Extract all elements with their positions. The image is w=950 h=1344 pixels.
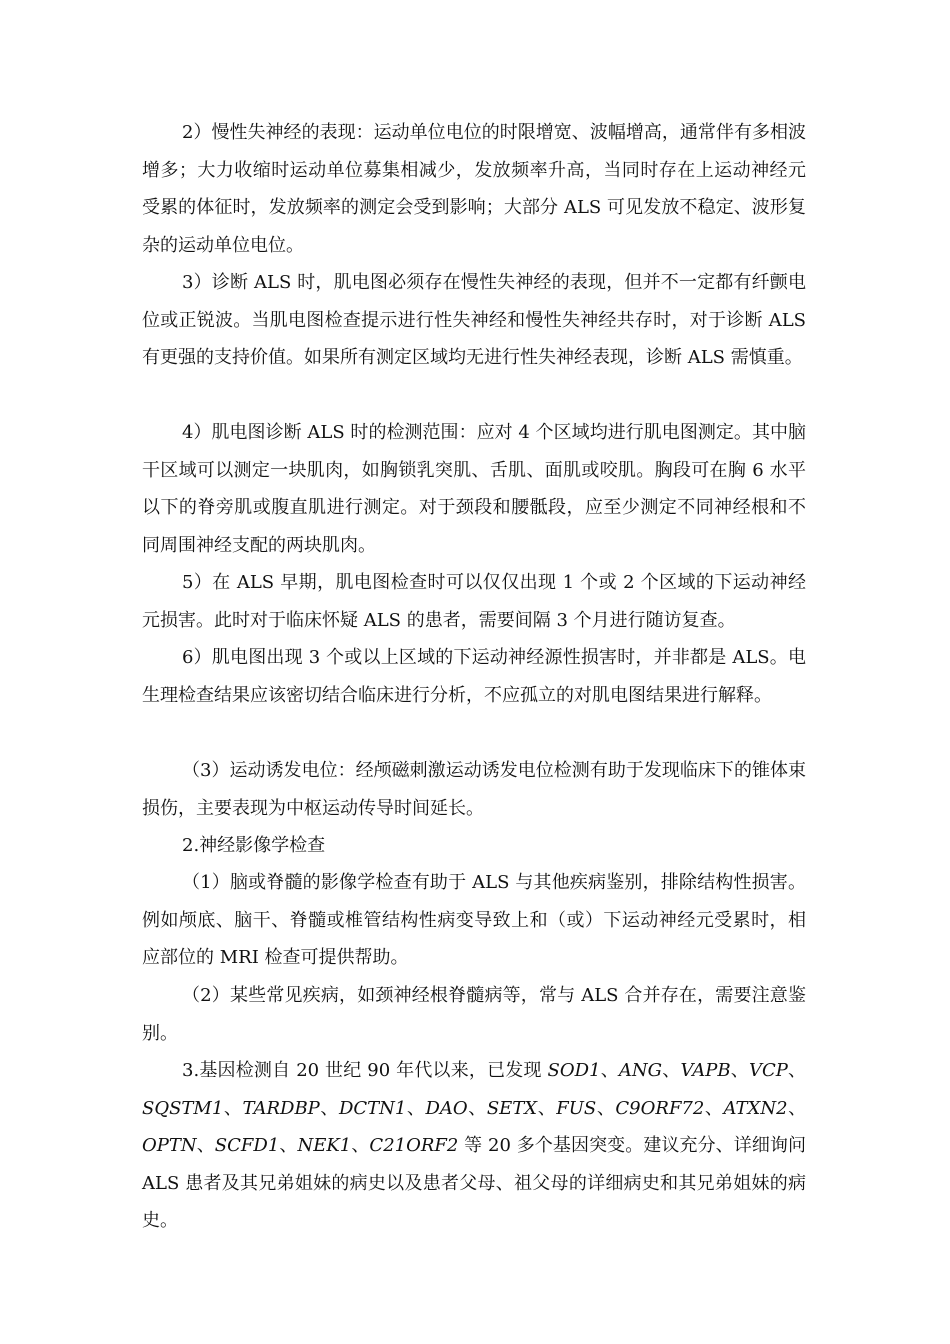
paragraph-motor-evoked-potential: （3）运动诱发电位：经颅磁刺激运动诱发电位检测有助于发现临床下的锥体束损伤，主要表现为中枢运动传导时间延长。 (142, 760, 806, 819)
gene-name: C9ORF72 (615, 1097, 705, 1119)
gene-separator: 、 (662, 1060, 681, 1081)
gene-name: NEK1 (297, 1135, 352, 1156)
paragraph-chronic-denervation: 2）慢性失神经的表现：运动单位电位的时限增宽、波幅增高，通常伴有多相波增多；大力收缩时运动单位募集相减少，发放频率升高，当同时存在上运动神经元受累的体征时，发放频率的测定会受到影响；大部分 ALS 可见发放不稳定、波形复杂的运动单位电位。 (142, 122, 806, 256)
gene-separator: 、 (596, 1097, 616, 1119)
gene-separator: 、 (406, 1097, 426, 1119)
gene-name: SQSTM1 (142, 1097, 224, 1119)
gene-separator: 、 (600, 1060, 619, 1081)
gene-name: TARDBP (242, 1097, 320, 1119)
gene-name: C21ORF2 (369, 1135, 459, 1156)
gene-separator: 、 (196, 1135, 215, 1156)
gene-name: SOD1 (547, 1060, 601, 1081)
gene-name: OPTN (142, 1135, 197, 1156)
gene-name: VAPB (680, 1060, 731, 1081)
gene-name: VCP (748, 1060, 788, 1081)
gene-name: SETX (486, 1097, 538, 1119)
gene-name: DCTN1 (338, 1097, 407, 1119)
gene-name: ATXN2 (723, 1097, 788, 1119)
genetics-intro: 3.基因检测自 20 世纪 90 年代以来，已发现 (182, 1060, 548, 1081)
paragraph-detection-range: 4）肌电图诊断 ALS 时的检测范围：应对 4 个区域均进行肌电图测定。其中脑干区域可以测定一块肌肉，如胸锁乳突肌、舌肌、面肌或咬肌。胸段可在胸 6 水平以下的脊旁肌或腹直肌进行测定。对于颈段和腰骶段，应至少测定不同神经根和不同周围神经支配的两块肌肉。 (142, 422, 806, 556)
gene-separator: 、 (467, 1097, 487, 1119)
paragraph-genetic-testing (142, 1052, 806, 1240)
paragraph-early-als: 5）在 ALS 早期，肌电图检查时可以仅仅出现 1 个或 2 个区域的下运动神经元损害。此时对于临床怀疑 ALS 的患者，需要间隔 3 个月进行随访复查。 (142, 572, 806, 631)
gene-separator: 、 (787, 1060, 807, 1081)
gene-separator: 、 (319, 1097, 339, 1119)
gene-separator: 、 (787, 1097, 807, 1119)
paragraph-diagnosis-requirement: 3）诊断 ALS 时，肌电图必须存在慢性失神经的表现，但并不一定都有纤颤电位或正锐波。当肌电图检查提示进行性失神经和慢性失神经共存时，对于诊断 ALS 有更强的支持价值。如果所有测定区域均无进行性失神经表现，诊断 ALS 需慎重。 (142, 272, 806, 368)
gene-separator: 、 (279, 1135, 298, 1156)
gene-name: DAO (425, 1097, 468, 1119)
paragraph-imaging-structural: （1）脑或脊髓的影像学检查有助于 ALS 与其他疾病鉴别，排除结构性损害。例如颅底、脑干、脊髓或椎管结构性病变导致上和（或）下运动神经元受累时，相应部位的 MRI 检查可提供帮助。 (142, 872, 806, 968)
section-heading-neuroimaging: 2.神经影像学检查 (182, 835, 326, 856)
paragraph-imaging-comorbidity: （2）某些常见疾病，如颈神经根脊髓病等，常与 ALS 合并存在，需要注意鉴别。 (142, 985, 806, 1044)
gene-separator: 、 (730, 1060, 749, 1081)
gene-name: FUS (556, 1097, 597, 1119)
gene-separator: 、 (704, 1097, 724, 1119)
genetics-outro: 等 20 多个基因突变。建议充分、详细询问 ALS 患者及其兄弟姐妹的病史以及患者父母、祖父母的详细病史和其兄弟姐妹的病史。 (142, 1135, 807, 1231)
gene-name: SCFD1 (214, 1135, 280, 1156)
gene-separator: 、 (351, 1135, 370, 1156)
gene-name: ANG (618, 1060, 663, 1081)
gene-separator: 、 (537, 1097, 557, 1119)
paragraph-interpretation: 6）肌电图出现 3 个或以上区域的下运动神经源性损害时，并非都是 ALS。电生理检查结果应该密切结合临床进行分析，不应孤立的对肌电图结果进行解释。 (142, 647, 806, 706)
gene-separator: 、 (223, 1097, 243, 1119)
